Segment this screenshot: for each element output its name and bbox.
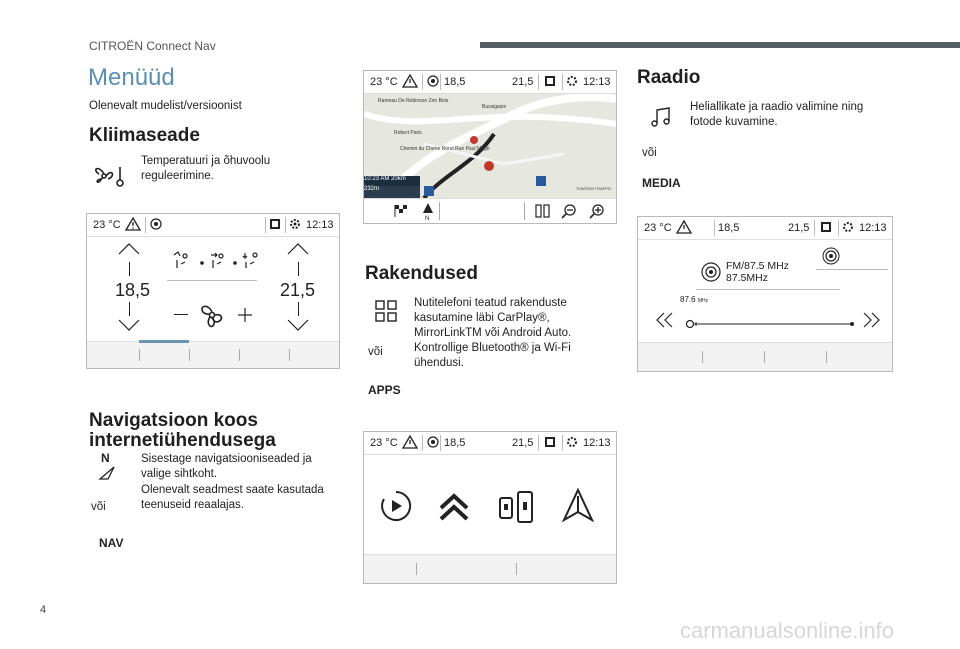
nav-screen xyxy=(363,70,617,224)
nav-toolbar xyxy=(364,198,616,223)
left-temp-down-icon[interactable] xyxy=(117,318,141,337)
apps-grid-icon xyxy=(375,300,397,327)
phone-icon xyxy=(544,436,558,451)
warning-icon xyxy=(402,74,418,91)
nav-heading-line1: Navigatsioon koos xyxy=(89,410,258,431)
nav-n-label: N xyxy=(101,451,110,465)
warning-icon xyxy=(125,217,141,234)
radio-signal-icon[interactable] xyxy=(822,247,840,270)
signal-icon xyxy=(426,435,440,452)
map-eta-box: 10:23 AM 20km xyxy=(364,176,420,186)
settings-icon xyxy=(288,217,302,234)
right-temp: 21,5 xyxy=(788,222,810,234)
outside-temp: 23 °C xyxy=(370,437,398,449)
left-temp: 18,5 xyxy=(718,222,740,234)
route-options-icon[interactable] xyxy=(534,203,552,224)
seek-back-icon[interactable] xyxy=(654,311,676,334)
signal-icon xyxy=(149,217,163,234)
station-icon xyxy=(700,261,722,288)
fan-minus-icon[interactable] xyxy=(174,314,188,315)
clock: 12:13 xyxy=(859,222,887,234)
status-bar xyxy=(364,71,616,94)
radio-description: Heliallikate ja raadio valimine ning fotode kuvamine. xyxy=(690,101,864,128)
fan-icon xyxy=(197,300,227,335)
apps-description: Nutitelefoni teatud rakenduste kasutamine läbi CarPlay®, MirrorLinkTM või Android Auto. Kontrollige Bluetooth® ja Wi-Fi ühendusi. xyxy=(414,297,572,369)
status-bar xyxy=(87,214,339,237)
header-bar xyxy=(480,42,960,48)
parking-icon xyxy=(424,186,434,196)
outside-temp: 23 °C xyxy=(644,222,672,234)
nav-description: Sisestage navigatsiooniseaded ja valige sihtkoht. xyxy=(141,453,312,480)
radio-or: või xyxy=(642,147,657,159)
play-app-icon[interactable] xyxy=(380,490,412,527)
radio-screen xyxy=(637,216,893,372)
compass-icon[interactable] xyxy=(421,201,435,226)
page-subtitle: Olenevalt mudelist/versioonist xyxy=(89,100,242,112)
apps-heading: Rakendused xyxy=(365,263,478,284)
radio-heading: Raadio xyxy=(637,67,701,88)
chapter-header: CITROËN Connect Nav xyxy=(89,39,216,53)
climate-icon xyxy=(92,162,128,195)
map-place-1: Rameau De Robinson Zon Bois xyxy=(378,98,449,104)
clock: 12:13 xyxy=(306,219,334,231)
warning-icon xyxy=(402,435,418,452)
tomtom-logo: TOMTOM TRAFFIC xyxy=(576,186,612,191)
status-bar xyxy=(638,217,892,240)
left-temp: 18,5 xyxy=(444,437,466,449)
zoom-in-icon[interactable] xyxy=(588,203,606,224)
radio-key: MEDIA xyxy=(642,176,681,190)
nav-key: NAV xyxy=(99,536,124,550)
nav-heading-line2: internetiühendusega xyxy=(89,430,276,451)
map-distance: 232m xyxy=(364,186,420,198)
left-temp-up-icon[interactable] xyxy=(117,242,141,261)
settings-icon xyxy=(565,435,579,452)
zoom-out-icon[interactable] xyxy=(560,203,578,224)
station-freq: 87.5MHz xyxy=(726,272,769,284)
clock: 12:13 xyxy=(583,76,611,88)
climate-description: Temperatuuri ja õhuvoolu reguleerimine. xyxy=(141,155,271,182)
outside-temp: 23 °C xyxy=(93,219,121,231)
fan-plus-icon[interactable] xyxy=(237,307,253,328)
nav-or: või xyxy=(91,501,106,513)
right-temp-down-icon[interactable] xyxy=(286,318,310,337)
page-title: Menüüd xyxy=(88,64,175,91)
warning-icon xyxy=(676,220,692,237)
phone-icon xyxy=(544,75,558,90)
scale-freq xyxy=(680,295,708,304)
right-temp: 21,5 xyxy=(512,437,534,449)
seek-forward-icon[interactable] xyxy=(860,311,882,334)
screen-bottom-strip xyxy=(87,341,339,368)
airflow-mode-icons[interactable] xyxy=(171,250,261,277)
parking-icon xyxy=(536,176,546,186)
nav-description-2: Olenevalt seadmest saate kasutada teenuseid reaalajas. xyxy=(141,484,324,511)
svg-text:N: N xyxy=(425,216,430,221)
station-name: FM/87.5 MHz xyxy=(726,260,790,272)
apps-key: APPS xyxy=(368,383,401,397)
status-bar xyxy=(364,432,616,455)
left-temp: 18,5 xyxy=(444,76,466,88)
left-temp-value: 18,5 xyxy=(115,280,151,300)
map-place-2: Bussigaize xyxy=(482,104,507,110)
climate-screen xyxy=(86,213,340,369)
map-place-4: Chemin du Chene Rond Rue Paul Magri xyxy=(400,146,490,152)
right-temp: 21,5 xyxy=(512,76,534,88)
climate-heading: Kliimaseade xyxy=(89,125,200,146)
scale-freq-value: 87.6 xyxy=(680,295,696,304)
apps-screen xyxy=(363,431,617,584)
chevron-app-icon[interactable] xyxy=(438,492,470,527)
map-place-3: Robert Paris xyxy=(394,130,422,136)
clock: 12:13 xyxy=(583,437,611,449)
map-view[interactable] xyxy=(364,94,616,198)
outside-temp: 23 °C xyxy=(370,76,398,88)
screen-bottom-strip xyxy=(638,342,892,371)
android-auto-icon[interactable] xyxy=(562,488,594,527)
frequency-slider[interactable] xyxy=(686,316,856,334)
phone-icon xyxy=(269,218,283,233)
right-temp-up-icon[interactable] xyxy=(286,242,310,261)
signal-icon xyxy=(426,74,440,91)
phone-icon xyxy=(820,221,834,236)
scale-freq-unit: MHz xyxy=(697,298,709,304)
page-number: 4 xyxy=(40,604,47,616)
nav-arrow-icon xyxy=(98,465,116,486)
right-temp-value: 21,5 xyxy=(280,280,316,300)
music-note-icon xyxy=(650,106,672,133)
apps-or: või xyxy=(368,346,383,358)
checkered-flag-icon[interactable] xyxy=(394,204,408,223)
watermark: carmanualsonline.info xyxy=(680,618,895,643)
screen-bottom-strip xyxy=(364,554,616,583)
settings-icon xyxy=(841,220,855,237)
mirrorlink-app-icon[interactable] xyxy=(498,490,536,529)
settings-icon xyxy=(565,74,579,91)
